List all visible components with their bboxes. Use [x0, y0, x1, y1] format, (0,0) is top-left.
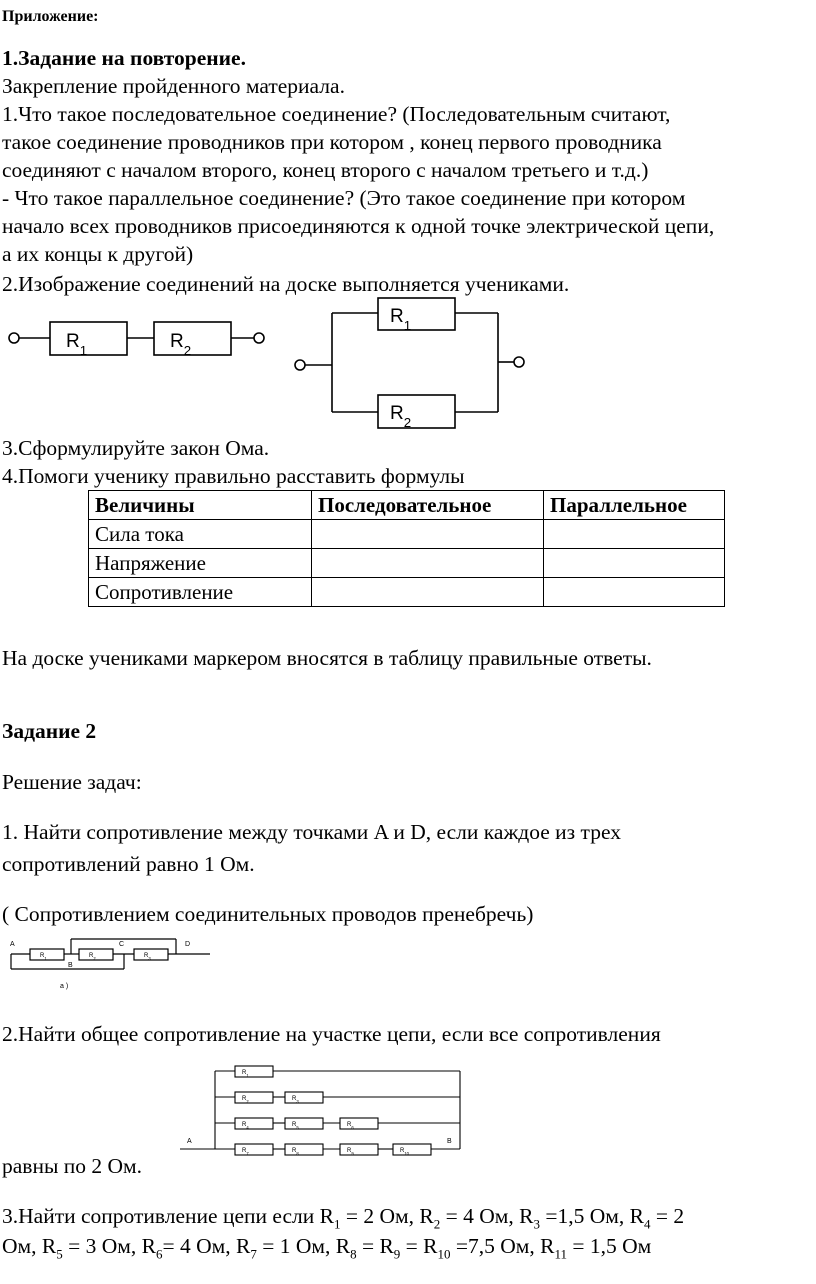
- step4-text: 4.Помоги ученику правильно расставить формулы: [2, 464, 465, 488]
- task1-heading: 1.Задание на повторение.: [2, 46, 246, 70]
- table-cell: [544, 578, 725, 607]
- fig-b-r7-label: $R_7$: [242, 1148, 249, 1156]
- parallel-circuit-diagram: [288, 296, 538, 436]
- step3-text: 3.Сформулируйте закон Ома.: [2, 436, 270, 460]
- formulas-table: [88, 490, 725, 607]
- fig-a-r1-label: $R_1$: [40, 953, 47, 961]
- question2-line-3: а их концы к другой): [2, 242, 194, 266]
- fig-b-r10-label: $R_{10}$: [400, 1148, 410, 1156]
- table-row: [89, 549, 725, 578]
- fig-b-point-a: A: [187, 1138, 192, 1145]
- fig-a-point-a: A: [10, 941, 15, 948]
- table-header-cell: Параллельное: [544, 491, 725, 520]
- fig-b-r4-label: $R_4$: [242, 1122, 249, 1130]
- problem1-line-2: сопротивлений равно 1 Ом.: [2, 852, 255, 876]
- question1-line-3: соединяют с началом второго, конец второго с началом третьего и т.д.): [2, 158, 649, 182]
- series-r1-label: $R_1$: [66, 331, 88, 358]
- table-header-cell: Последовательное: [312, 491, 544, 520]
- circuit-figure-b: [180, 1060, 480, 1160]
- problem1-line-1: 1. Найти сопротивление между точками A и D, если каждое из трех: [2, 820, 621, 844]
- parallel-r2-label: $R_2$: [390, 403, 412, 430]
- table-header-row: [89, 491, 725, 520]
- table-row: [89, 578, 725, 607]
- table-cell: [312, 549, 544, 578]
- appendix-label: Приложение:: [2, 8, 99, 25]
- fig-a-point-c: C: [119, 941, 125, 948]
- question2-line-2: начало всех проводников присоединяются к одной точке электрической цепи,: [2, 214, 715, 238]
- question2-line-1: - Что такое параллельное соединение? (Это такое соединение при котором: [2, 186, 686, 210]
- table-cell: Напряжение: [89, 549, 312, 578]
- step2-text: 2.Изображение соединений на доске выполняется учениками.: [2, 272, 570, 296]
- fig-b-r5-label: $R_5$: [292, 1122, 299, 1130]
- problem2-line: 2.Найти общее сопротивление на участке цепи, если все сопротивления: [2, 1022, 661, 1046]
- fig-b-r9-label: $R_9$: [347, 1148, 354, 1156]
- parallel-r1-label: $R_1$: [390, 306, 412, 333]
- fig-b-r3-label: $R_3$: [292, 1096, 299, 1104]
- fig-a-point-b: B: [68, 962, 73, 969]
- series-circuit-diagram: [0, 300, 280, 380]
- fig-a-r3-label: $R_3$: [144, 953, 151, 961]
- table-cell: [312, 578, 544, 607]
- task2-heading: Задание 2: [2, 719, 97, 743]
- table-header-cell: Величины: [89, 491, 312, 520]
- task2-intro: Решение задач:: [2, 770, 142, 794]
- table-cell: [312, 520, 544, 549]
- fig-a-point-d: D: [185, 941, 191, 948]
- fig-b-r1-label: $R_1$: [242, 1070, 249, 1078]
- table-row: [89, 520, 725, 549]
- problem3-line-2: Ом, $R_5 = 3$ Ом, $R_6= 4$ Ом, $R_7 = 1$ Ом, $R_8 = R_9 = R_{10} =7,5$ Ом, $R_{11} = 1,5$ Ом: [2, 1234, 652, 1262]
- table-cell: Сила тока: [89, 520, 312, 549]
- table-cell: Сопротивление: [89, 578, 312, 607]
- fig-b-r8-label: $R_8$: [292, 1148, 299, 1156]
- problem1-note: ( Сопротивлением соединительных проводов пренебречь): [2, 902, 534, 926]
- table-cell: [544, 520, 725, 549]
- fig-b-r2-label: $R_2$: [242, 1096, 249, 1104]
- problem3-line-1: 3.Найти сопротивление цепи если $R_1 = 2$ Ом, $R_2 = 4$ Ом, $R_3 =1,5$ Ом, $R_4 = 2$: [2, 1204, 685, 1232]
- fig-b-r6-label: $R_6$: [347, 1122, 354, 1130]
- fig-b-point-b: B: [447, 1138, 452, 1145]
- task1-subheading: Закрепление пройденного материала.: [2, 74, 345, 98]
- board-note: На доске учениками маркером вносятся в таблицу правильные ответы.: [2, 646, 652, 670]
- table-cell: [544, 549, 725, 578]
- question1-line-2: такое соединение проводников при котором , конец первого проводника: [2, 130, 662, 154]
- problem2-tail: равны по 2 Ом.: [2, 1154, 143, 1178]
- fig-a-caption: а ): [60, 983, 69, 990]
- fig-a-r2-label: $R_2$: [89, 953, 96, 961]
- question1-line-1: 1.Что такое последовательное соединение? (Последовательным считают,: [2, 102, 671, 126]
- series-r2-label: $R_2$: [170, 331, 192, 358]
- circuit-figure-a: [0, 932, 220, 1002]
